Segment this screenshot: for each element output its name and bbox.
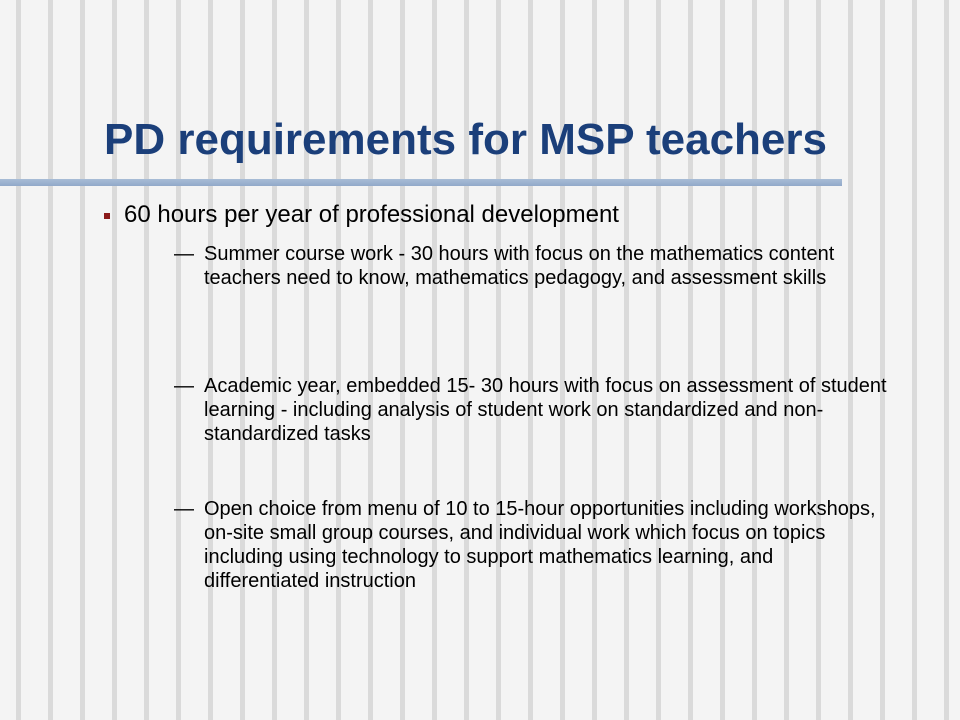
dash-bullet-icon: —: [174, 375, 194, 397]
sub-item-summer-course: [174, 242, 894, 290]
sub-item-text: Open choice from menu of 10 to 15-hour opportunities including workshops, on-site small group courses, and individual work which focus on topics including using technology to support mathematics learning, and differentiated instruction: [204, 498, 876, 592]
main-bullet-text: 60 hours per year of professional development: [124, 201, 619, 228]
slide-title: PD requirements for MSP teachers: [104, 115, 827, 164]
title-underline-bar: [0, 179, 842, 186]
dash-bullet-icon: —: [174, 243, 194, 265]
square-bullet-icon: [104, 213, 110, 219]
sub-item-academic-year: [174, 374, 894, 446]
sub-item-text: Summer course work - 30 hours with focus on the mathematics content teachers need to know, mathematics pedagogy, and assessment skills: [204, 243, 835, 289]
sub-item-open-choice: [174, 497, 894, 593]
sub-item-text: Academic year, embedded 15- 30 hours with focus on assessment of student learning - including analysis of student work on standardized and non-standardized tasks: [204, 375, 887, 445]
dash-bullet-icon: —: [174, 498, 194, 520]
